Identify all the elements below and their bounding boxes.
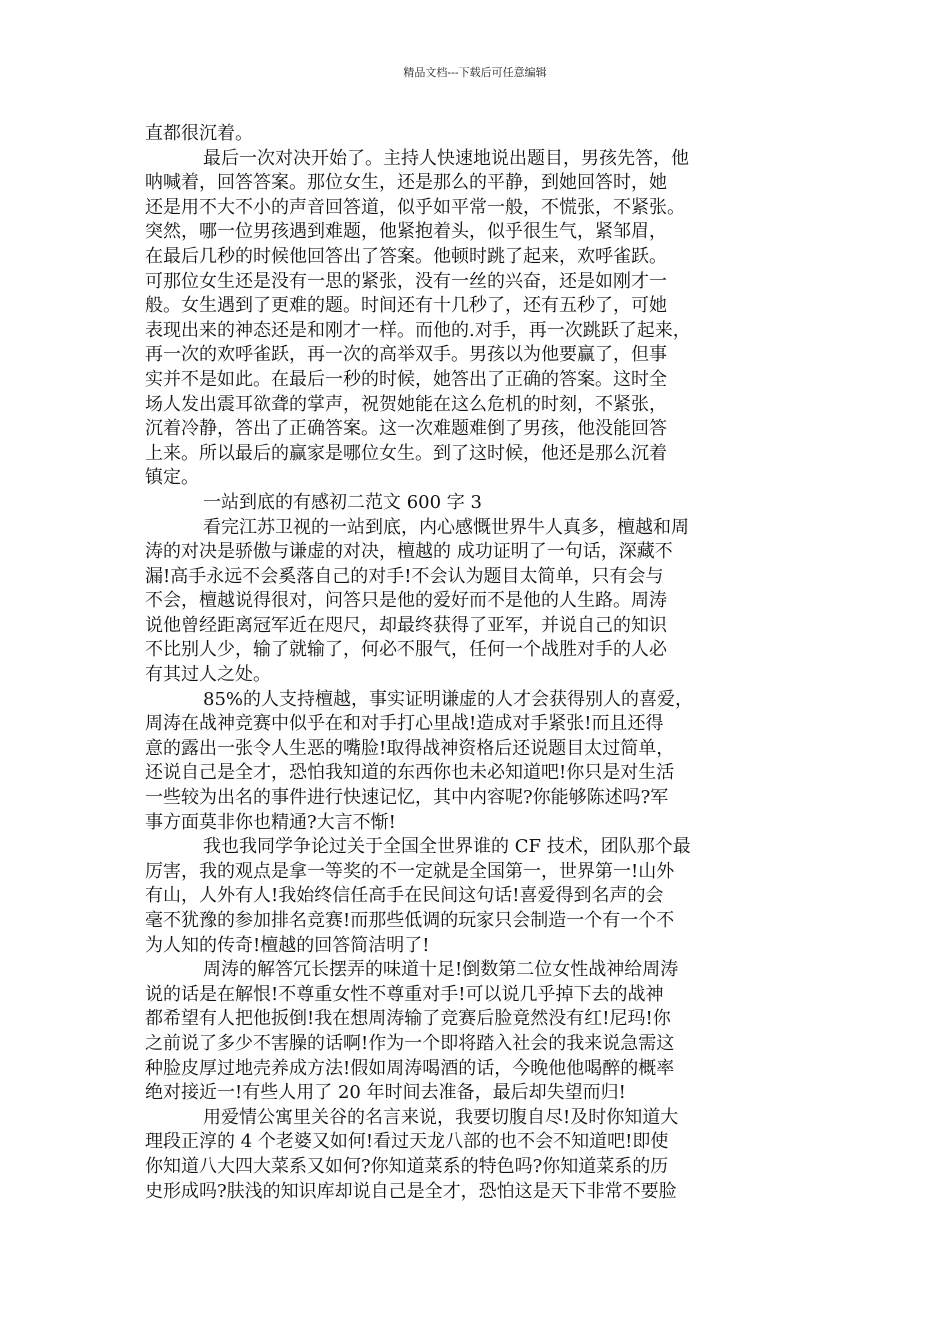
text-line: 还说自己是全才，恐怕我知道的东西你也未必知道吧!你只是对生活 xyxy=(145,762,675,784)
text-line: 有山，人外有人!我始终信任高手在民间这句话!喜爱得到名声的会 xyxy=(145,885,664,907)
text-line: 不会，檀越说得很对，问答只是他的爱好而不是他的人生路。周涛 xyxy=(145,590,667,612)
text-line: 漏!高手永远不会奚落自己的对手!不会认为题目太简单，只有会与 xyxy=(145,565,664,587)
paragraph-first-line: 用爱情公寓里关谷的名言来说，我要切腹自尽!及时你知道大 xyxy=(203,1106,679,1128)
text-line: 为人知的传奇!檀越的回答简洁明了! xyxy=(145,934,430,956)
text-line: 沉着冷静，答出了正确答案。这一次难题难倒了男孩，他没能回答 xyxy=(145,418,667,440)
text-line: 突然，哪一位男孩遇到难题，他紧抱着头，似乎很生气，紧邹眉， xyxy=(145,221,667,243)
paragraph-first-line: 最后一次对决开始了。主持人快速地说出题目，男孩先答，他 xyxy=(203,147,689,169)
text-line: 种脸皮厚过地壳养成方法!假如周涛喝酒的话，今晚他他喝醉的概率 xyxy=(145,1057,675,1079)
text-line: 事方面莫非你也精通?大言不惭! xyxy=(145,811,396,833)
paragraph-first-line: 周涛的解答冗长摆弄的味道十足!倒数第二位女性战神给周涛 xyxy=(203,959,679,981)
text-line: 一些较为出名的事件进行快速记忆，其中内容呢?你能够陈述吗?军 xyxy=(145,787,669,809)
text-line: 说的话是在解恨!不尊重女性不尊重对手!可以说几乎掉下去的战神 xyxy=(145,983,664,1005)
document-body xyxy=(145,122,805,1204)
text-line: 不比别人少，输了就输了，何必不服气，任何一个战胜对手的人必 xyxy=(145,639,667,661)
text-line: 表现出来的神态还是和刚才一样。而他的.对手，再一次跳跃了起来， xyxy=(145,319,691,341)
paragraph-first-line: 看完江苏卫视的一站到底，内心感慨世界牛人真多，檀越和周 xyxy=(203,516,689,538)
text-line: 之前说了多少不害臊的话啊!作为一个即将踏入社会的我来说急需这 xyxy=(145,1032,675,1054)
paragraph-first-line: 85%的人支持檀越，事实证明谦虚的人才会获得别人的喜爱， xyxy=(203,688,694,710)
text-line: 在最后几秒的时候他回答出了答案。他顿时跳了起来，欢呼雀跃。 xyxy=(145,245,667,267)
text-line: 实并不是如此。在最后一秒的时候，她答出了正确的答案。这时全 xyxy=(145,368,667,390)
text-line: 说他曾经距离冠军近在咫尺，却最终获得了亚军，并说自己的知识 xyxy=(145,614,667,636)
text-line: 再一次的欢呼雀跃，再一次的高举双手。男孩以为他要赢了，但事 xyxy=(145,344,667,366)
text-line: 涛的对决是骄傲与谦虚的对决，檀越的 成功证明了一句话，深藏不 xyxy=(145,541,673,563)
page-header: 精品文档---下载后可任意编辑 xyxy=(403,66,547,79)
text-line: 上来。所以最后的赢家是哪位女生。到了这时候，他还是那么沉着 xyxy=(145,442,667,464)
text-line: 意的露出一张令人生恶的嘴脸!取得战神资格后还说题目太过简单， xyxy=(145,737,675,759)
text-line: 都希望有人把他扳倒!我在想周涛输了竞赛后脸竟然没有红!尼玛!你 xyxy=(145,1008,671,1030)
text-line: 场人发出震耳欲聋的掌声，祝贺她能在这么危机的时刻，不紧张， xyxy=(145,393,667,415)
section-heading: 一站到底的有感初二范文 600 字 3 xyxy=(203,491,482,513)
text-line: 直都很沉着。 xyxy=(145,123,253,144)
text-line: 史形成吗?肤浅的知识库却说自己是全才，恐怕这是天下非常不要脸 xyxy=(145,1180,677,1202)
text-line: 还是用不大不小的声音回答道，似乎如平常一般，不慌张，不紧张。 xyxy=(145,196,685,218)
text-line: 厉害，我的观点是拿一等奖的不一定就是全国第一，世界第一!山外 xyxy=(145,860,675,882)
text-line: 镇定。 xyxy=(145,467,199,489)
text-line: 般。女生遇到了更难的题。时间还有十几秒了，还有五秒了，可她 xyxy=(145,295,667,317)
text-line: 理段正淳的 4 个老婆又如何!看过天龙八部的也不会不知道吧!即使 xyxy=(145,1131,669,1153)
text-line: 有其过人之处。 xyxy=(145,664,271,686)
paragraph-first-line: 我也我同学争论过关于全国全世界谁的 CF 技术，团队那个最 xyxy=(203,836,691,858)
text-line: 可那位女生还是没有一思的紧张，没有一丝的兴奋，还是如刚才一 xyxy=(145,270,667,292)
text-line: 毫不犹豫的参加排名竞赛!而那些低调的玩家只会制造一个有一个不 xyxy=(145,910,675,931)
text-line: 呐喊着，回答答案。那位女生，还是那么的平静，到她回答时，她 xyxy=(145,172,667,194)
text-line: 周涛在战神竞赛中似乎在和对手打心里战!造成对手紧张!而且还得 xyxy=(145,713,664,735)
text-line: 绝对接近一!有些人用了 20 年时间去准备，最后却失望而归! xyxy=(145,1082,626,1104)
text-line: 你知道八大四大菜系又如何?你知道菜系的特色吗?你知道菜系的历 xyxy=(145,1155,669,1177)
